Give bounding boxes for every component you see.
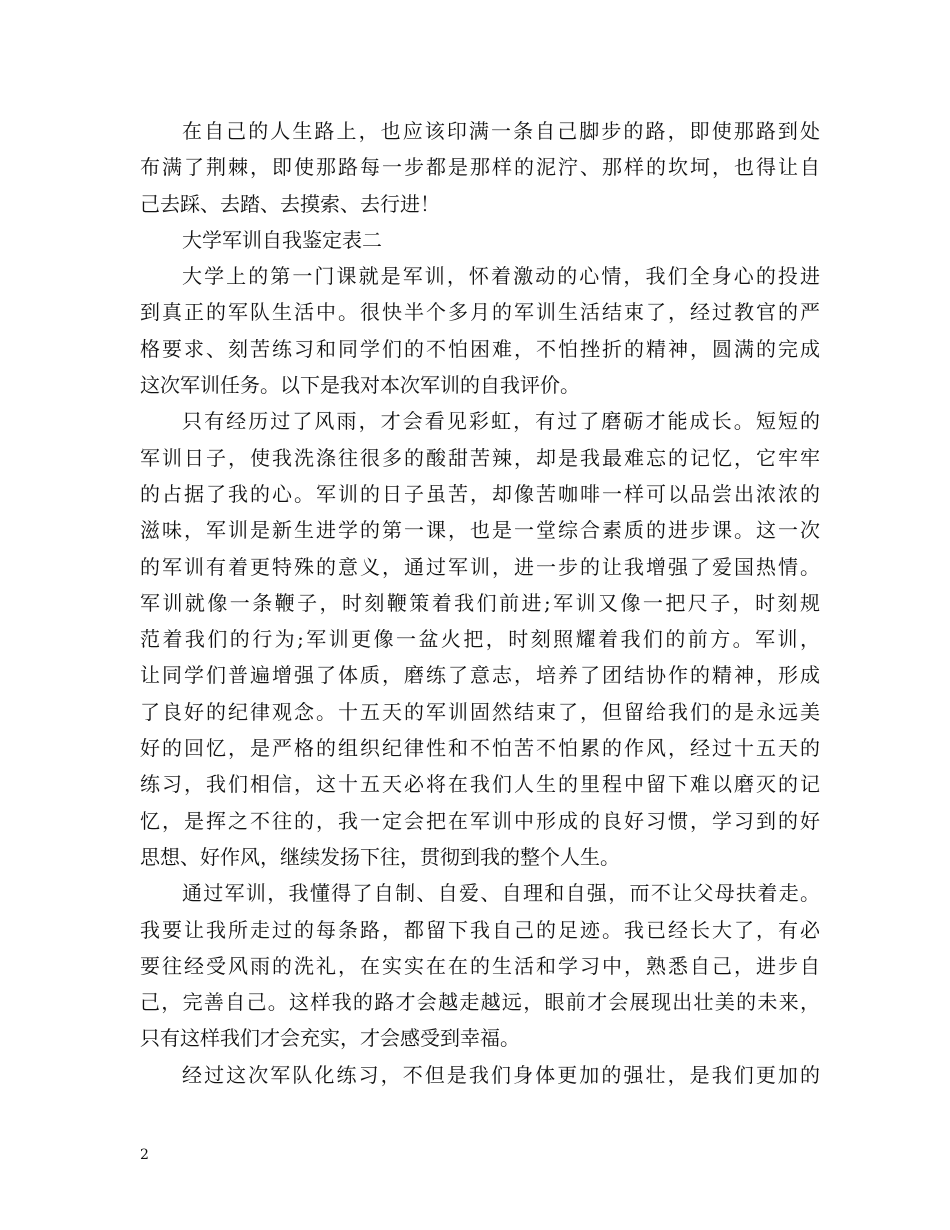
text-line: 让同学们普遍增强了体质，磨练了意志，培养了团结协作的精神，形成 bbox=[140, 663, 820, 688]
text-line: 这次军训任务。以下是我对本次军训的自我评价。 bbox=[140, 373, 580, 398]
text-line: 了良好的纪律观念。十五天的军训固然结束了，但留给我们的是永远美 bbox=[140, 699, 820, 724]
text-line: 布满了荆棘，即使那路每一步都是那样的泥泞、那样的坎坷，也得让自 bbox=[140, 155, 820, 180]
text-line: 练习，我们相信，这十五天必将在我们人生的里程中留下难以磨灭的记 bbox=[140, 772, 820, 797]
text-line: 经过这次军队化练习，不但是我们身体更加的强壮，是我们更加的 bbox=[182, 1062, 820, 1087]
section-heading: 大学军训自我鉴定表二 bbox=[182, 227, 382, 252]
text-line: 大学上的第一门课就是军训，怀着激动的心情，我们全身心的投进 bbox=[182, 264, 820, 289]
text-line: 要往经受风雨的洗礼，在实实在在的生活和学习中，熟悉自己，进步自 bbox=[140, 953, 820, 978]
text-line: 思想、好作风，继续发扬下往，贯彻到我的整个人生。 bbox=[140, 844, 620, 869]
text-line: 的占据了我的心。军训的日子虽苦，却像苦咖啡一样可以品尝出浓浓的 bbox=[140, 481, 820, 506]
text-line: 只有这样我们才会充实，才会感受到幸福。 bbox=[140, 1026, 520, 1051]
text-line: 只有经历过了风雨，才会看见彩虹，有过了磨砺才能成长。短短的 bbox=[182, 409, 820, 434]
text-line: 范着我们的行为;军训更像一盆火把，时刻照耀着我们的前方。军训， bbox=[140, 627, 820, 652]
text-line: 军训就像一条鞭子，时刻鞭策着我们前进;军训又像一把尺子，时刻规 bbox=[140, 590, 820, 615]
text-line: 己，完善自己。这样我的路才会越走越远，眼前才会展现出壮美的未来， bbox=[140, 990, 820, 1015]
text-line: 我要让我所走过的每条路，都留下我自己的足迹。我已经长大了，有必 bbox=[140, 917, 820, 942]
text-line: 通过军训，我懂得了自制、自爱、自理和自强，而不让父母扶着走。 bbox=[182, 881, 820, 906]
text-line: 的军训有着更特殊的意义，通过军训，进一步的让我增强了爱国热情。 bbox=[140, 554, 820, 579]
document-body bbox=[140, 113, 820, 1093]
page-number: 2 bbox=[140, 1147, 149, 1163]
text-line: 到真正的军队生活中。很快半个多月的军训生活结束了，经过教官的严 bbox=[140, 300, 820, 325]
text-line: 忆，是挥之不往的，我一定会把在军训中形成的良好习惯，学习到的好 bbox=[140, 808, 820, 833]
text-line: 军训日子，使我洗涤往很多的酸甜苦辣，却是我最难忘的记忆，它牢牢 bbox=[140, 445, 820, 470]
text-line: 格要求、刻苦练习和同学们的不怕困难，不怕挫折的精神，圆满的完成 bbox=[140, 336, 820, 361]
text-line: 好的回忆，是严格的组织纪律性和不怕苦不怕累的作风，经过十五天的 bbox=[140, 736, 820, 761]
text-line: 在自己的人生路上，也应该印满一条自己脚步的路，即使那路到处 bbox=[182, 119, 820, 143]
text-line: 己去踩、去踏、去摸索、去行进！ bbox=[140, 191, 440, 216]
text-line: 滋味，军训是新生进学的第一课，也是一堂综合素质的进步课。这一次 bbox=[140, 518, 820, 543]
